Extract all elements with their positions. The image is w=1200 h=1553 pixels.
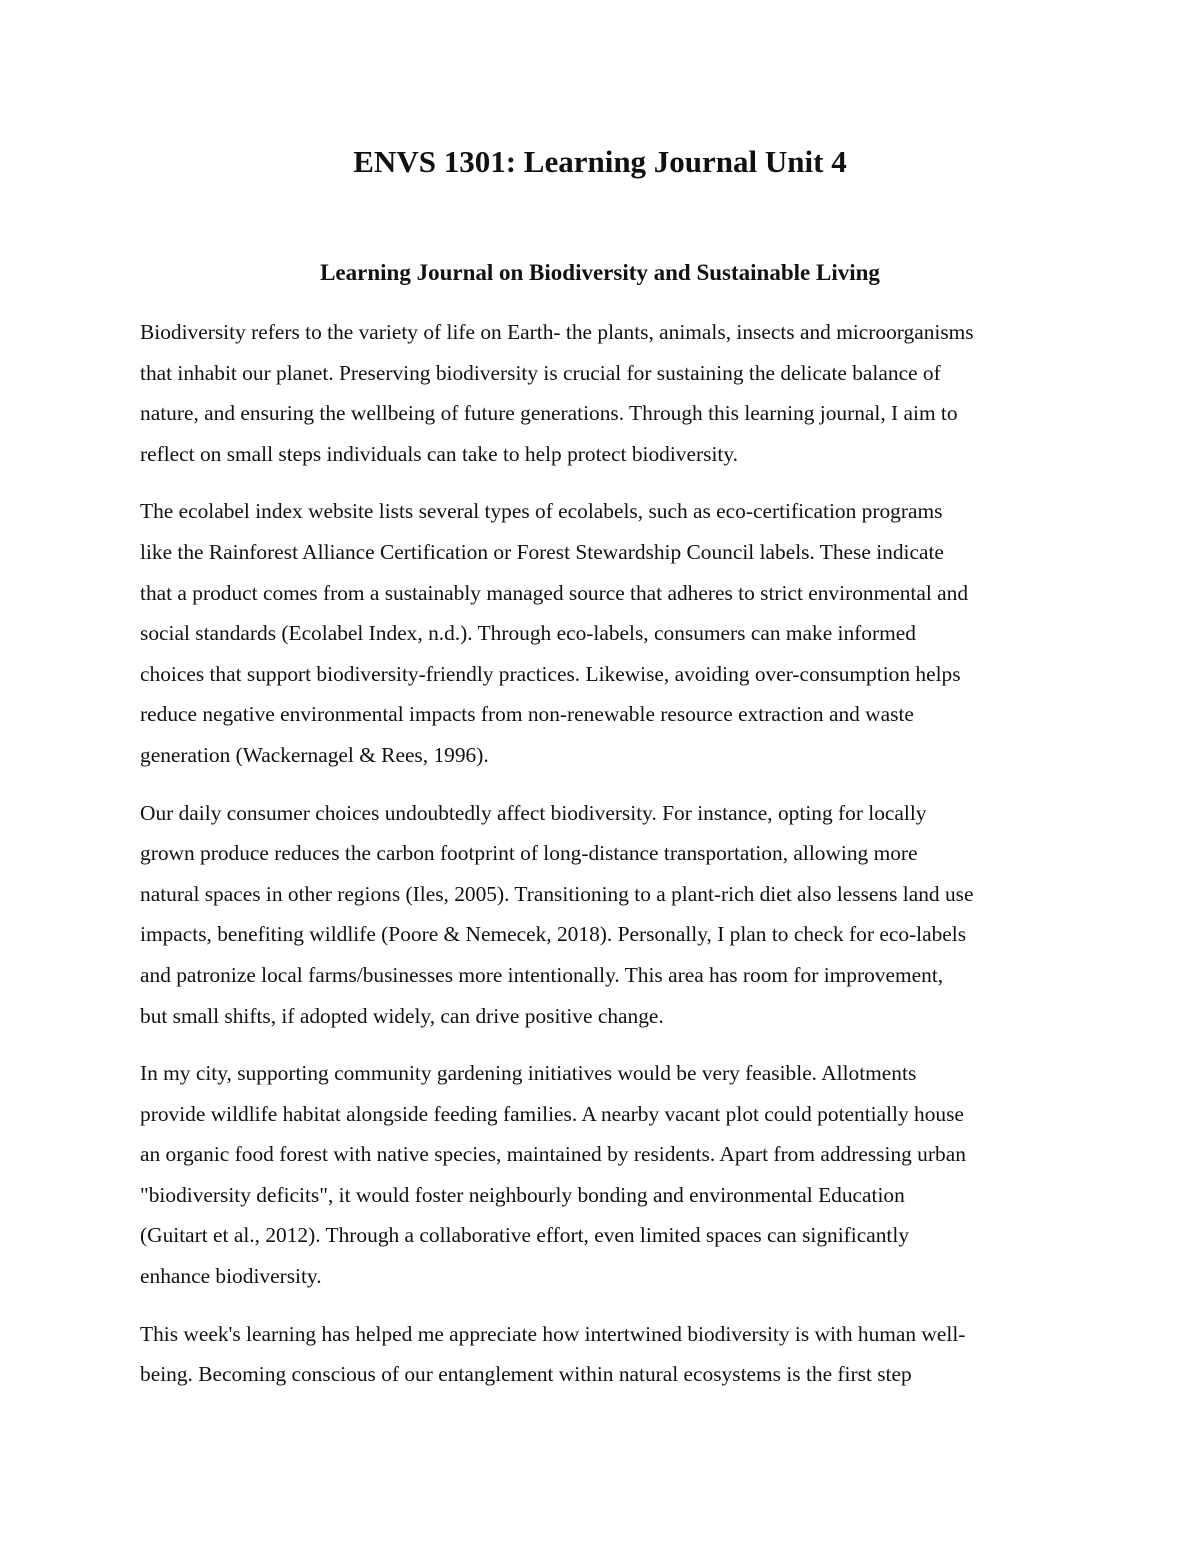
- text-line: grown produce reduces the carbon footprint of long-distance transportation, allowing more: [140, 841, 918, 866]
- text-line: nature, and ensuring the wellbeing of future generations. Through this learning journal, I aim to: [140, 401, 958, 426]
- text-line: natural spaces in other regions (Iles, 2005). Transitioning to a plant-rich diet also lessens land use: [140, 881, 974, 906]
- text-line: reflect on small steps individuals can take to help protect biodiversity.: [140, 441, 738, 466]
- paragraph-4: [140, 1053, 1065, 1297]
- paragraph-3: [140, 793, 1065, 1037]
- text-line: impacts, benefiting wildlife (Poore & Nemecek, 2018). Personally, I plan to check for eco-labels: [140, 922, 967, 947]
- text-line: Biodiversity refers to the variety of life on Earth- the plants, animals, insects and microorganisms: [140, 320, 974, 344]
- page-subtitle: Learning Journal on Biodiversity and Sustainable Living: [320, 260, 880, 285]
- text-line: that a product comes from a sustainably managed source that adheres to strict environmental and: [140, 580, 969, 605]
- text-line: like the Rainforest Alliance Certification or Forest Stewardship Council labels. These indicate: [140, 539, 944, 564]
- text-line: enhance biodiversity.: [140, 1264, 322, 1289]
- page-title: ENVS 1301: Learning Journal Unit 4: [353, 144, 847, 179]
- text-line: reduce negative environmental impacts from non-renewable resource extraction and waste: [140, 702, 914, 727]
- text-line: In my city, supporting community gardening initiatives would be very feasible. Allotments: [140, 1061, 917, 1086]
- body-text: [140, 312, 1065, 1412]
- text-line: "biodiversity deficits", it would foster neighbourly bonding and environmental Education: [140, 1182, 905, 1207]
- text-line: The ecolabel index website lists several types of ecolabels, such as eco-certification programs: [140, 499, 943, 524]
- paragraph-1: [140, 312, 1065, 474]
- paragraph-2: [140, 491, 1065, 775]
- text-line: This week's learning has helped me appreciate how intertwined biodiversity is with human well-: [140, 1321, 966, 1346]
- text-line: and patronize local farms/businesses more intentionally. This area has room for improvement,: [140, 962, 944, 987]
- text-line: provide wildlife habitat alongside feeding families. A nearby vacant plot could potentially house: [140, 1101, 964, 1126]
- text-line: (Guitart et al., 2012). Through a collaborative effort, even limited spaces can significantly: [140, 1223, 910, 1248]
- text-line: that inhabit our planet. Preserving biodiversity is crucial for sustaining the delicate balance of: [140, 360, 941, 385]
- paragraph-5: [140, 1314, 1065, 1395]
- text-line: generation (Wackernagel & Rees, 1996).: [140, 742, 489, 767]
- text-line: social standards (Ecolabel Index, n.d.). Through eco-labels, consumers can make informed: [140, 621, 916, 646]
- text-line: an organic food forest with native species, maintained by residents. Apart from addressing urban: [140, 1142, 966, 1167]
- text-line: being. Becoming conscious of our entanglement within natural ecosystems is the first step: [140, 1362, 912, 1387]
- text-line: choices that support biodiversity-friendly practices. Likewise, avoiding over-consumption helps: [140, 661, 961, 686]
- text-line: Our daily consumer choices undoubtedly affect biodiversity. For instance, opting for locally: [140, 800, 927, 825]
- text-line: but small shifts, if adopted widely, can drive positive change.: [140, 1003, 664, 1028]
